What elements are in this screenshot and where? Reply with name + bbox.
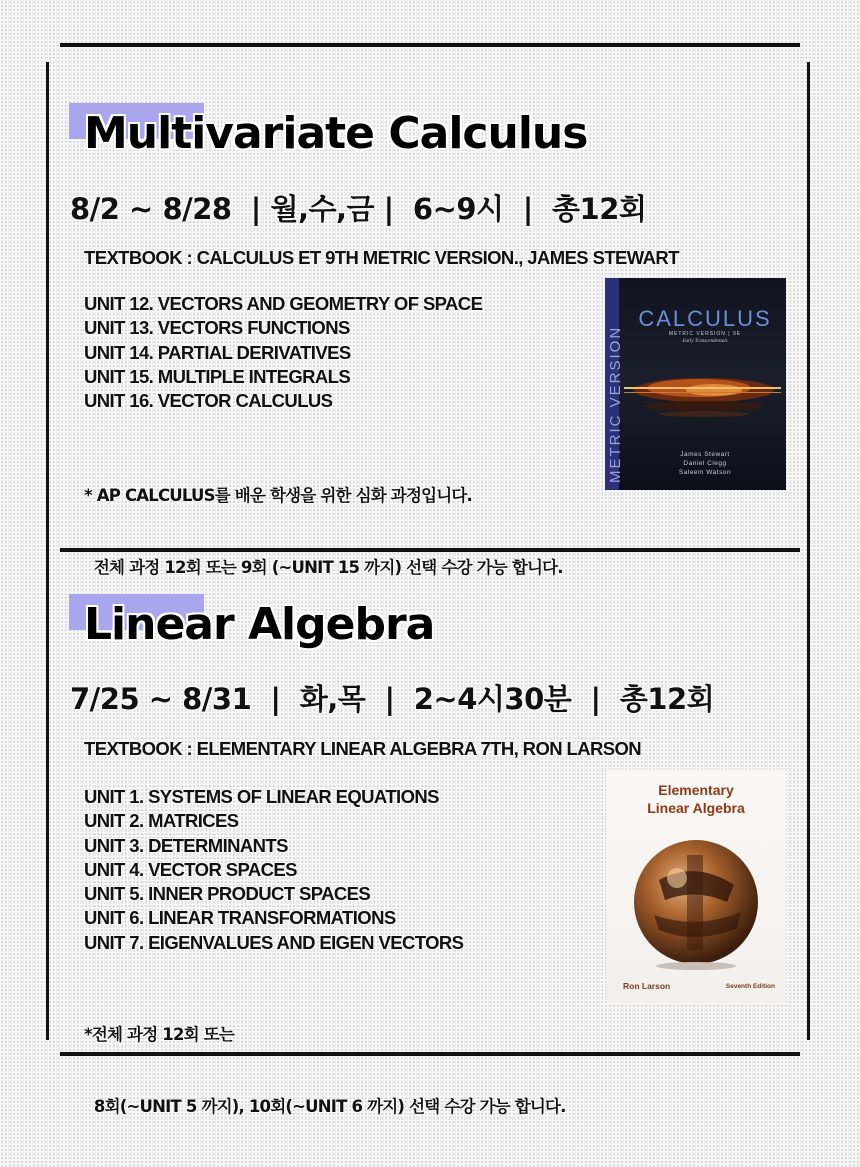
list-item: UNIT 14. PARTIAL DERIVATIVES xyxy=(84,341,351,363)
right-rule xyxy=(807,62,810,1040)
cover-author: Daniel Clegg xyxy=(683,460,727,467)
calculus-note-line2: 전체 과정 12회 또는 9회 (~UNIT 15 까지) 선택 수강 가능 합니다. xyxy=(84,558,563,577)
cover-subtitle-italic: Early Transcendentals xyxy=(682,339,728,344)
cover-title xyxy=(606,781,786,817)
linear-algebra-book-cover xyxy=(606,770,786,1003)
left-rule xyxy=(46,62,49,1040)
cover-title-line: Linear Algebra xyxy=(647,800,745,816)
linear-algebra-title: Linear Algebra xyxy=(84,599,435,650)
sphere-sculpture-image xyxy=(619,830,773,970)
calculus-note-line1: * AP CALCULUS를 배운 학생을 위한 심화 과정입니다. xyxy=(84,486,472,505)
list-item: UNIT 12. VECTORS AND GEOMETRY OF SPACE xyxy=(84,293,483,314)
violin-image xyxy=(619,358,786,433)
list-item: UNIT 7. EIGENVALUES AND EIGEN VECTORS xyxy=(84,931,464,953)
cover-title: CALCULUS xyxy=(638,306,772,331)
cover-subtitle: METRIC VERSION | 9E xyxy=(668,331,742,337)
calculus-schedule: 8/2 ~ 8/28 | 월,수,금 | 6~9시 | 총12회 xyxy=(70,192,647,226)
list-item: UNIT 3. DETERMINANTS xyxy=(84,834,288,856)
list-item: UNIT 6. LINEAR TRANSFORMATIONS xyxy=(84,907,396,929)
list-item: UNIT 4. VECTOR SPACES xyxy=(84,858,297,880)
cover-side-text: METRIC VERSION xyxy=(607,325,624,483)
top-rule xyxy=(60,43,800,47)
linear-algebra-unit-list xyxy=(84,785,463,955)
list-item: UNIT 5. INNER PRODUCT SPACES xyxy=(84,883,371,905)
list-item: UNIT 1. SYSTEMS OF LINEAR EQUATIONS xyxy=(84,786,439,807)
cover-author: Ron Larson xyxy=(623,981,671,991)
calculus-title: Multivariate Calculus xyxy=(84,108,588,159)
list-item: UNIT 2. MATRICES xyxy=(84,810,239,832)
linear-algebra-schedule: 7/25 ~ 8/31 | 화,목 | 2~4시30분 | 총12회 xyxy=(70,682,715,716)
cover-edition: Seventh Edition xyxy=(725,983,775,990)
cover-authors xyxy=(625,450,785,477)
cover-author: James Stewart xyxy=(680,451,730,458)
list-item: UNIT 13. VECTORS FUNCTIONS xyxy=(84,317,350,339)
linear-algebra-note-line2: 8회(~UNIT 5 까지), 10회(~UNIT 6 까지) 선택 수강 가능 합니다. xyxy=(84,1097,566,1116)
calculus-book-cover xyxy=(605,278,786,490)
cover-title-line: Elementary xyxy=(658,782,734,798)
linear-algebra-note-line1: *전체 과정 12회 또는 xyxy=(84,1025,234,1044)
calculus-textbook: TEXTBOOK : CALCULUS ET 9TH METRIC VERSION., JAMES STEWART xyxy=(84,247,679,268)
list-item: UNIT 16. VECTOR CALCULUS xyxy=(84,390,333,412)
linear-algebra-textbook: TEXTBOOK : ELEMENTARY LINEAR ALGEBRA 7TH, RON LARSON xyxy=(84,738,642,759)
linear-algebra-note xyxy=(84,975,566,1167)
cover-author: Saleem Watson xyxy=(678,469,732,476)
list-item: UNIT 15. MULTIPLE INTEGRALS xyxy=(84,365,351,387)
calculus-unit-list xyxy=(84,292,482,413)
